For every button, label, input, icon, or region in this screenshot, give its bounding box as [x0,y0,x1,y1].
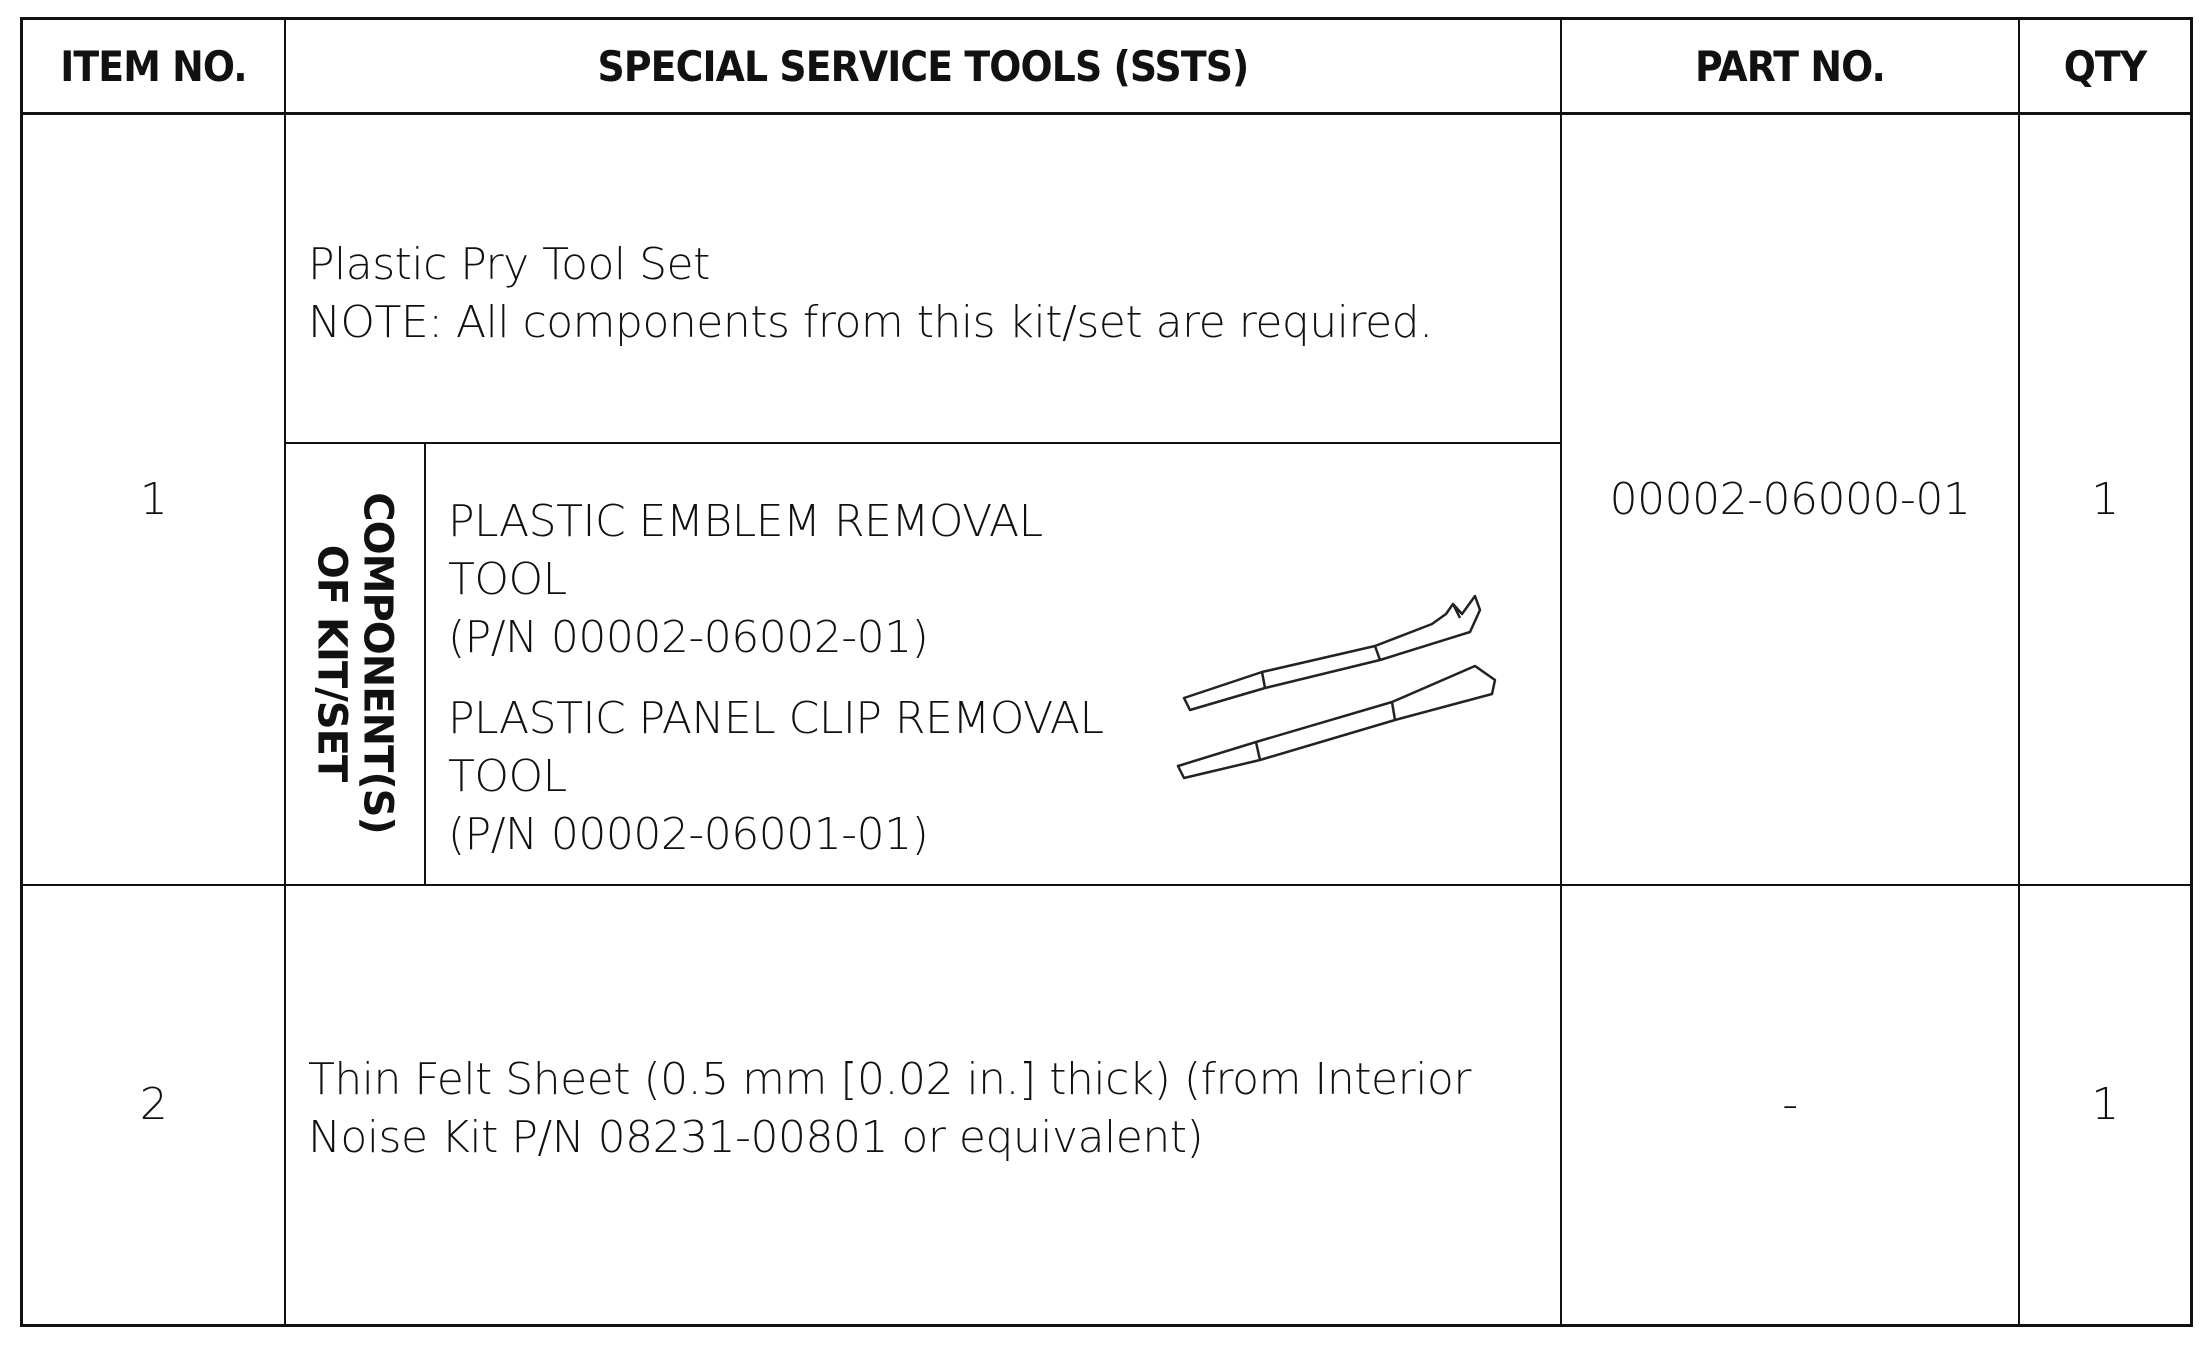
component-2-part-number: (P/N 00002-06001-01) [448,809,929,860]
row1-title [308,236,1548,352]
components-label-line1: COMPONENT(S) [355,492,402,834]
header-qty: QTY [2063,41,2147,91]
header-part-no: PART NO. [1695,41,1885,91]
row2-description [308,1051,1548,1167]
components-label-line2: OF KIT/SET [309,544,356,782]
row1-inner-divider [285,442,1561,444]
header-special-service-tools: SPECIAL SERVICE TOOLS (SSTS) [597,41,1249,91]
component-1-line1: PLASTIC EMBLEM REMOVAL [448,496,1043,547]
pry-tools-icon [1170,570,1500,790]
component-panel-clip-removal-tool [448,690,1168,864]
row2-description-line1: Thin Felt Sheet (0.5 mm [0.02 in.] thick) (from Interior [308,1054,1471,1105]
header-item-no: ITEM NO. [60,41,247,91]
row1-item-number: 1 [139,473,168,525]
component-1-line2: TOOL [448,554,567,605]
component-2-line1: PLASTIC PANEL CLIP REMOVAL [448,693,1104,744]
components-label [285,443,425,883]
row1-part-number: 00002-06000-01 [1609,473,1971,525]
row2-qty: 1 [2091,1079,2119,1130]
row2-description-line2: Noise Kit P/N 08231-00801 or equivalent) [308,1112,1204,1163]
row1-title-name: Plastic Pry Tool Set [308,239,710,290]
row2-item-number: 2 [139,1079,168,1130]
row2-part-number: - [1782,1079,1798,1130]
component-1-part-number: (P/N 00002-06002-01) [448,612,929,663]
row1-qty: 1 [2091,473,2119,525]
row1-title-note: NOTE: All components from this kit/set are required. [308,297,1433,348]
component-emblem-removal-tool [448,493,1168,667]
component-2-line2: TOOL [448,751,567,802]
